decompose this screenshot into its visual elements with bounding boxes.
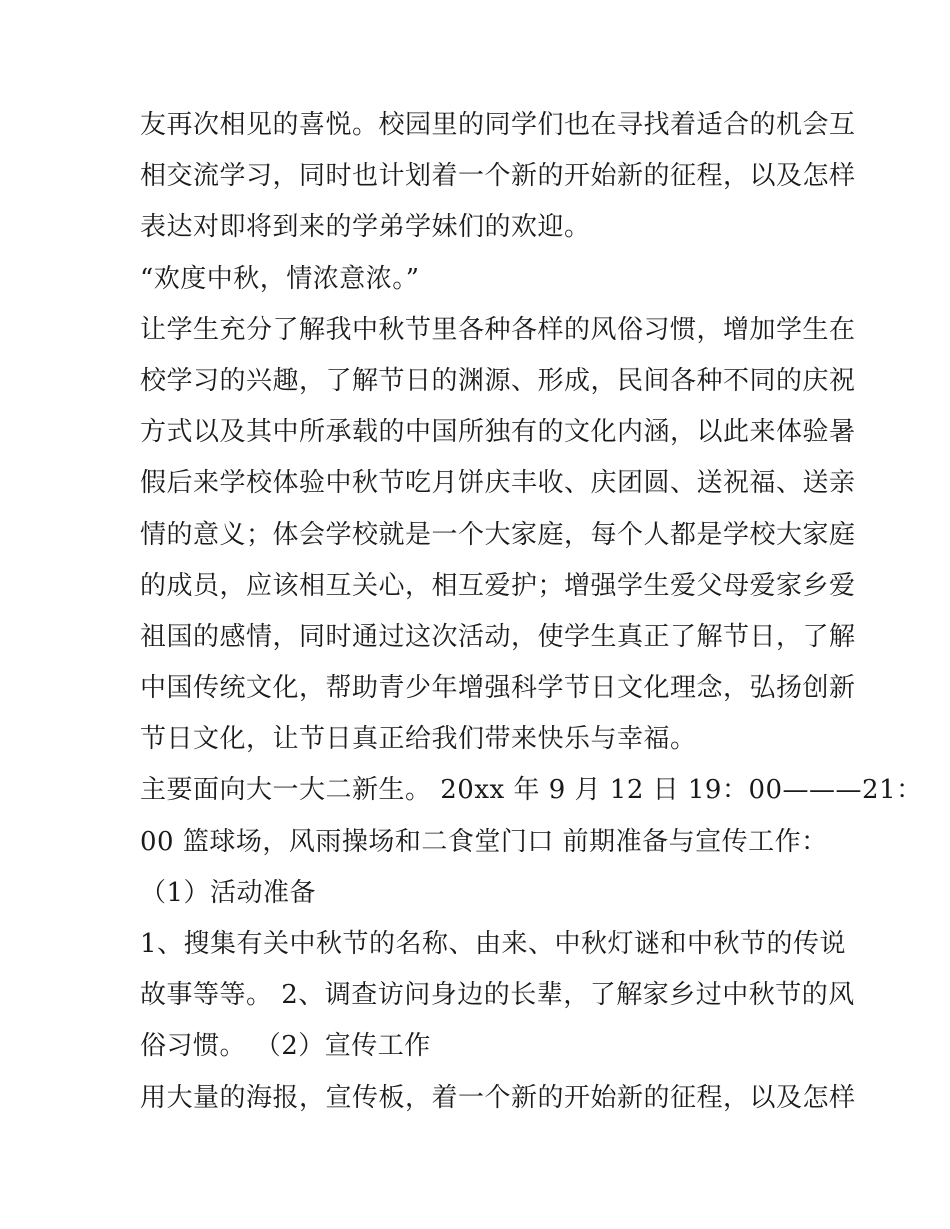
- text-line: 情的意义；体会学校就是一个大家庭，每个人都是学校大家庭: [140, 519, 856, 550]
- text-line: 表达对即将到来的学弟学妹们的欢迎。: [140, 212, 591, 243]
- text-line: 相交流学习，同时也计划着一个新的开始新的征程，以及怎样: [140, 161, 856, 192]
- date-line: 主要面向大一大二新生。 20xx 年 9 月 12 日 19：00———21：: [140, 775, 923, 806]
- text-line: 假后来学校体验中秋节吃月饼庆丰收、庆团圆、送祝福、送亲: [140, 468, 856, 499]
- text-line: 节日文化，让节日真正给我们带来快乐与幸福。: [140, 724, 697, 755]
- text-line: 祖国的感情，同时通过这次活动，使学生真正了解节日，了解: [140, 621, 856, 652]
- text-line: 方式以及其中所承载的中国所独有的文化内涵，以此来体验暑: [140, 417, 856, 448]
- text-line: 校学习的兴趣，了解节日的渊源、形成，民间各种不同的庆祝: [140, 365, 856, 396]
- slogan-line: “欢度中秋，情浓意浓。”: [140, 263, 420, 294]
- list-item: 俗习惯。 （2）宣传工作: [140, 1031, 431, 1062]
- text-line: 中国传统文化，帮助青少年增强科学节日文化理念，弘扬创新: [140, 673, 856, 704]
- list-item: 1、搜集有关中秋节的名称、由来、中秋灯谜和中秋节的传说: [140, 929, 847, 959]
- text-line: 友再次相见的喜悦。校园里的同学们也在寻找着适合的机会互: [140, 110, 856, 140]
- list-item: 故事等等。 2、调查访问身边的长辈，了解家乡过中秋节的风: [140, 980, 855, 1011]
- text-line: 让学生充分了解我中秋节里各种各样的风俗习惯，增加学生在: [140, 314, 856, 345]
- text-line: 的成员，应该相互关心，相互爱护；增强学生爱父母爱家乡爱: [140, 570, 856, 601]
- text-line: 用大量的海报，宣传板，着一个新的开始新的征程，以及怎样: [140, 1082, 856, 1113]
- location-line: 00 篮球场，风雨操场和二食堂门口 前期准备与宣传工作：: [140, 826, 828, 857]
- body-text: [140, 100, 923, 1124]
- section-heading: （1）活动准备: [140, 877, 317, 908]
